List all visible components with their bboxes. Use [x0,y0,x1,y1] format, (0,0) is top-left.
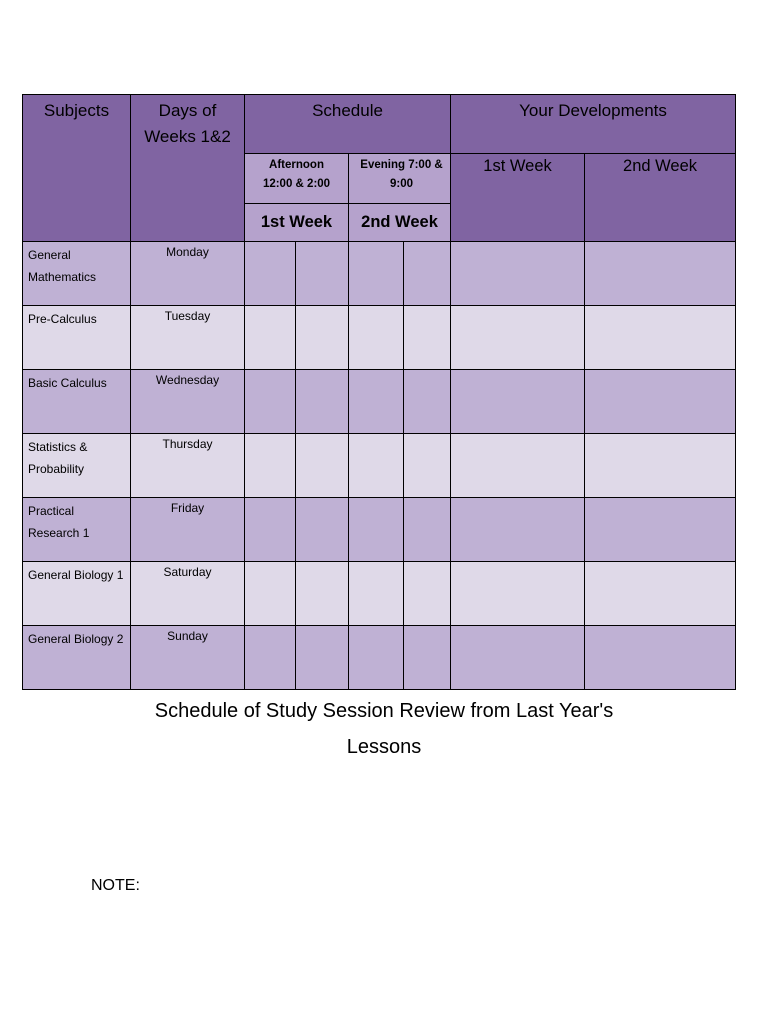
afternoon-week2-cell[interactable] [296,370,349,434]
afternoon-week2-cell[interactable] [296,498,349,562]
evening-week1-cell[interactable] [349,626,404,690]
header-schedule: Schedule [245,95,451,154]
development-week2-cell[interactable] [585,626,736,690]
day-cell: Saturday [131,562,245,626]
note-label: NOTE: [91,877,140,894]
subject-cell: Basic Calculus [23,370,131,434]
afternoon-week1-cell[interactable] [245,306,296,370]
evening-week1-cell[interactable] [349,306,404,370]
afternoon-week2-cell[interactable] [296,562,349,626]
table-row [23,242,736,306]
table-row [23,370,736,434]
development-week2-cell[interactable] [585,562,736,626]
evening-week2-cell[interactable] [404,434,451,498]
subject-cell: General Biology 1 [23,562,131,626]
day-cell: Tuesday [131,306,245,370]
table-row [23,626,736,690]
header-subjects: Subjects [23,95,131,242]
header-schedule-week-2: 2nd Week [349,204,451,242]
afternoon-week1-cell[interactable] [245,626,296,690]
afternoon-week2-cell[interactable] [296,626,349,690]
evening-week2-cell[interactable] [404,498,451,562]
afternoon-week2-cell[interactable] [296,242,349,306]
table-row [23,562,736,626]
afternoon-week1-cell[interactable] [245,370,296,434]
day-cell: Friday [131,498,245,562]
header-dev-week-1: 1st Week [451,154,585,242]
evening-week2-cell[interactable] [404,562,451,626]
development-week1-cell[interactable] [451,562,585,626]
afternoon-week1-cell[interactable] [245,242,296,306]
table-row [23,306,736,370]
day-cell: Wednesday [131,370,245,434]
evening-week2-cell[interactable] [404,306,451,370]
header-afternoon: Afternoon 12:00 & 2:00 [245,154,349,204]
subject-cell: General Biology 2 [23,626,131,690]
subject-cell: Practical Research 1 [23,498,131,562]
development-week1-cell[interactable] [451,306,585,370]
afternoon-week1-cell[interactable] [245,434,296,498]
development-week2-cell[interactable] [585,306,736,370]
header-schedule-week-1: 1st Week [245,204,349,242]
table-row [23,498,736,562]
subject-cell: Pre-Calculus [23,306,131,370]
development-week2-cell[interactable] [585,434,736,498]
afternoon-week2-cell[interactable] [296,306,349,370]
header-developments: Your Developments [451,95,736,154]
development-week2-cell[interactable] [585,370,736,434]
schedule-table [22,94,736,690]
evening-week1-cell[interactable] [349,242,404,306]
table-row [23,434,736,498]
evening-week2-cell[interactable] [404,370,451,434]
header-evening: Evening 7:00 & 9:00 [349,154,451,204]
development-week1-cell[interactable] [451,498,585,562]
subject-cell: General Mathematics [23,242,131,306]
development-week2-cell[interactable] [585,242,736,306]
table-caption: Schedule of Study Session Review from Last Year's Lessons [154,700,614,758]
header-days: Days of Weeks 1&2 [131,95,245,242]
evening-week2-cell[interactable] [404,626,451,690]
evening-week2-cell[interactable] [404,242,451,306]
evening-week1-cell[interactable] [349,562,404,626]
evening-week1-cell[interactable] [349,434,404,498]
evening-week1-cell[interactable] [349,498,404,562]
afternoon-week2-cell[interactable] [296,434,349,498]
development-week2-cell[interactable] [585,498,736,562]
header-dev-week-2: 2nd Week [585,154,736,242]
afternoon-week1-cell[interactable] [245,498,296,562]
day-cell: Monday [131,242,245,306]
subject-cell: Statistics & Probability [23,434,131,498]
development-week1-cell[interactable] [451,626,585,690]
development-week1-cell[interactable] [451,370,585,434]
afternoon-week1-cell[interactable] [245,562,296,626]
day-cell: Thursday [131,434,245,498]
development-week1-cell[interactable] [451,434,585,498]
day-cell: Sunday [131,626,245,690]
development-week1-cell[interactable] [451,242,585,306]
evening-week1-cell[interactable] [349,370,404,434]
